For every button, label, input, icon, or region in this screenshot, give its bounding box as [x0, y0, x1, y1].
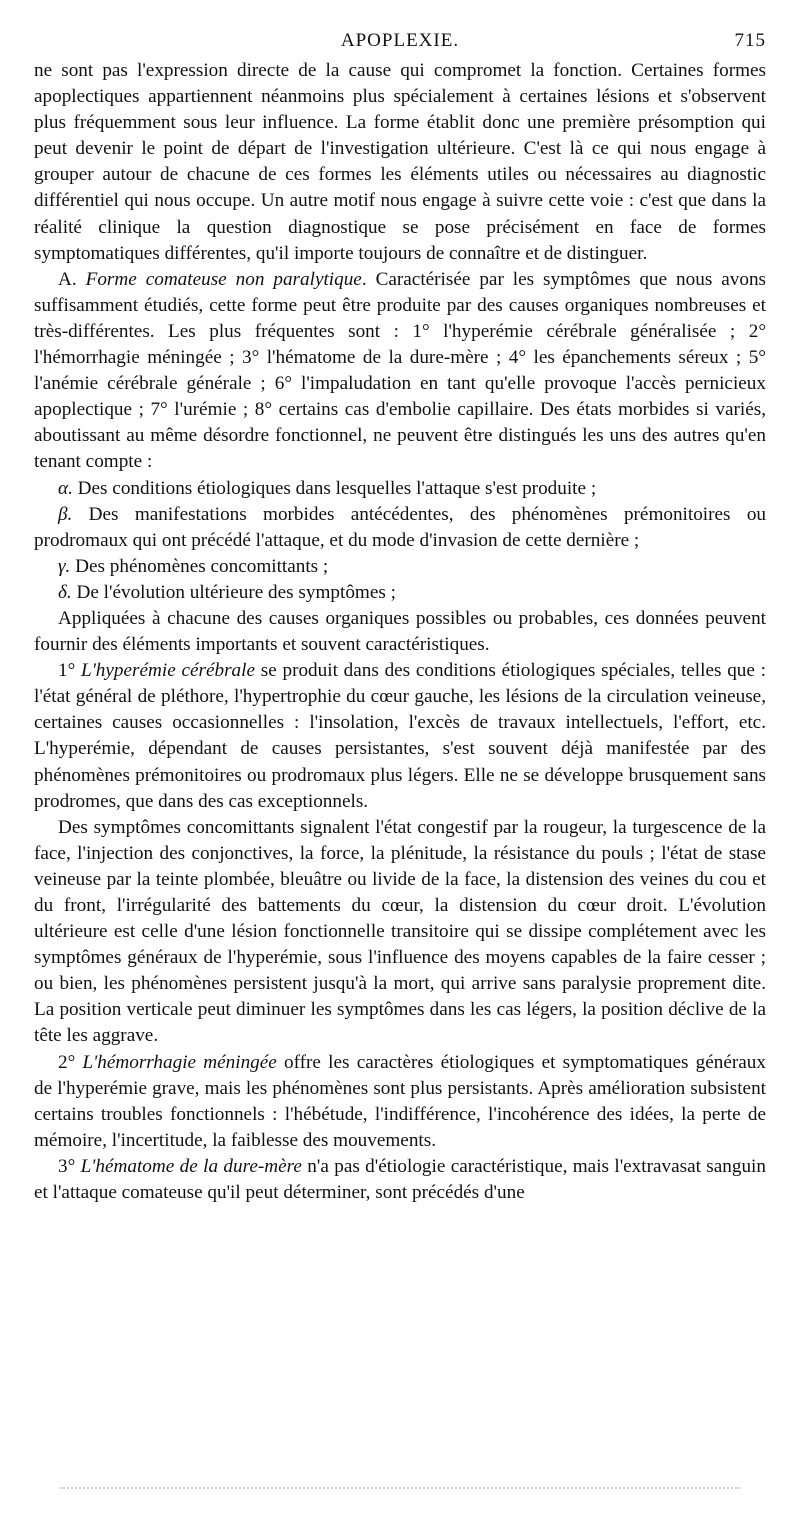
- paragraph: [34, 476, 766, 502]
- paragraph: [34, 502, 766, 554]
- text-run: Des symptômes concomittants signalent l'état congestif par la rougeur, la turgescence de la face, l'injection des conjonctives, la force, la plénitude, la résistance du pouls ; l'état de stase veineuse par la teinte plombée, bleuâtre ou livide de la face, la distension des veines du cou et du front, l'irrégularité des battements du cœur, la distension du cœur droit. L'évolution ultérieure est celle d'une lésion fonctionnelle transitoire qui se dissipe complétement avec les symptômes généraux de l'hyperémie, sous l'influence des moyens capables de la faire cesser ; ou bien, les phénomènes persistent jusqu'à la mort, qui arrive sans paralysie proprement dite. La position verticale peut diminuer les symptômes dans les cas légers, la position déclive de la tête les aggrave.: [34, 816, 766, 1047]
- text-run: De l'évolution ultérieure des symptômes ;: [76, 581, 396, 603]
- text-run: 2°: [58, 1051, 83, 1073]
- running-title: APOPLEXIE.: [340, 30, 460, 51]
- italic-text: δ.: [58, 581, 77, 603]
- book-page: [34, 28, 766, 1206]
- paragraph: [34, 554, 766, 580]
- italic-text: Forme comateuse non paralytique: [85, 268, 362, 290]
- text-run: Des conditions étiologiques dans lesquelles l'attaque s'est produite ;: [77, 477, 597, 499]
- page-number: 715: [734, 30, 766, 51]
- bottom-scan-artifact: [60, 1487, 740, 1491]
- paragraph: [34, 267, 766, 476]
- text-run: . Caractérisée par les symptômes que nous avons suffisamment étudiés, cette forme peut être produite par des causes organiques nombreuses et très-différentes. Les plus fréquentes sont : 1° l'hyperémie cérébrale généralisée ; 2° l'hémorrhagie méningée ; 3° l'hématome de la dure-mère ; 4° les épanchements séreux ; 5° l'anémie cérébrale générale ; 6° l'impaludation en tant qu'elle provoque l'accès pernicieux apoplectique ; 7° l'urémie ; 8° certains cas d'embolie capillaire. Des états morbides si variés, aboutissant au même désordre fonctionnel, ne peuvent être distingués les uns des autres qu'en tenant compte :: [34, 268, 767, 473]
- running-header: [34, 28, 766, 58]
- italic-text: L'hyperémie cérébrale: [81, 660, 255, 682]
- page-body: [34, 58, 766, 1206]
- text-run: ne sont pas l'expression directe de la cause qui compromet la fonction. Certaines formes apoplectiques appartiennent néanmoins plus spécialement à certaines lésions et s'observent plus fréquemment sous leur influence. La forme établit donc une première présomption qui peut devenir le point de départ de l'investigation ultérieure. C'est là ce qui nous engage à grouper autour de chacune de ces formes les éléments utiles ou nécessaires au diagnostic différentiel qui nous occupe. Un autre motif nous engage à suivre cette voie : c'est que dans la réalité clinique la question diagnostique se pose précisément en face de formes symptomatiques différentes, qu'il importe toujours de connaître et de distinguer.: [34, 60, 766, 264]
- paragraph: [34, 580, 766, 606]
- paragraph: [34, 815, 766, 1050]
- paragraph: [34, 606, 766, 658]
- text-run: Appliquées à chacune des causes organiques possibles ou probables, ces données peuvent fournir des éléments importants et souvent caractéristiques.: [34, 607, 766, 656]
- italic-text: L'hémorrhagie méningée: [82, 1051, 277, 1073]
- text-run: 3°: [58, 1155, 81, 1177]
- italic-text: L'hématome de la dure-mère: [80, 1155, 302, 1177]
- text-run: A.: [58, 268, 86, 290]
- paragraph: [34, 1050, 766, 1154]
- paragraph-continuation: [34, 58, 766, 267]
- paragraph: [34, 1154, 766, 1206]
- text-run: se produit dans des conditions étiologiques spéciales, telles que : l'état général de pléthore, l'hypertrophie du cœur gauche, les lésions de la circulation veineuse, certaines causes occasionnelles : l'insolation, l'excès de travaux intellectuels, l'effort, etc. L'hyperémie, dépendant de causes persistantes, s'est souvent déjà manifestée par des phénomènes prémonitoires ou prodromaux plus légers. Elle ne se développe brusquement sans prodromes, que dans des cas exceptionnels.: [34, 660, 766, 812]
- text-run: offre les caractères étiologiques et symptomatiques généraux de l'hyperémie grave, mais les phénomènes sont plus persistants. Après amélioration subsistent certains troubles fonctionnels : l'hébétude, l'indifférence, l'incohérence des idées, la perte de mémoire, l'incertitude, la faiblesse des mouvements.: [34, 1051, 766, 1151]
- paragraph: [34, 658, 766, 815]
- text-run: 1°: [58, 660, 82, 682]
- italic-text: γ.: [58, 555, 76, 577]
- text-run: n'a pas d'étiologie caractéristique, mais l'extravasat sanguin et l'attaque comateuse qu'il peut déterminer, sont précédés d'une: [34, 1155, 766, 1204]
- text-run: Des phénomènes concomittants ;: [75, 555, 329, 577]
- italic-text: α.: [58, 477, 78, 499]
- text-run: Des manifestations morbides antécédentes, des phénomènes prémonitoires ou prodromaux qui ont précédé l'attaque, et du mode d'invasion de cette dernière ;: [34, 503, 767, 551]
- italic-text: β.: [58, 503, 89, 525]
